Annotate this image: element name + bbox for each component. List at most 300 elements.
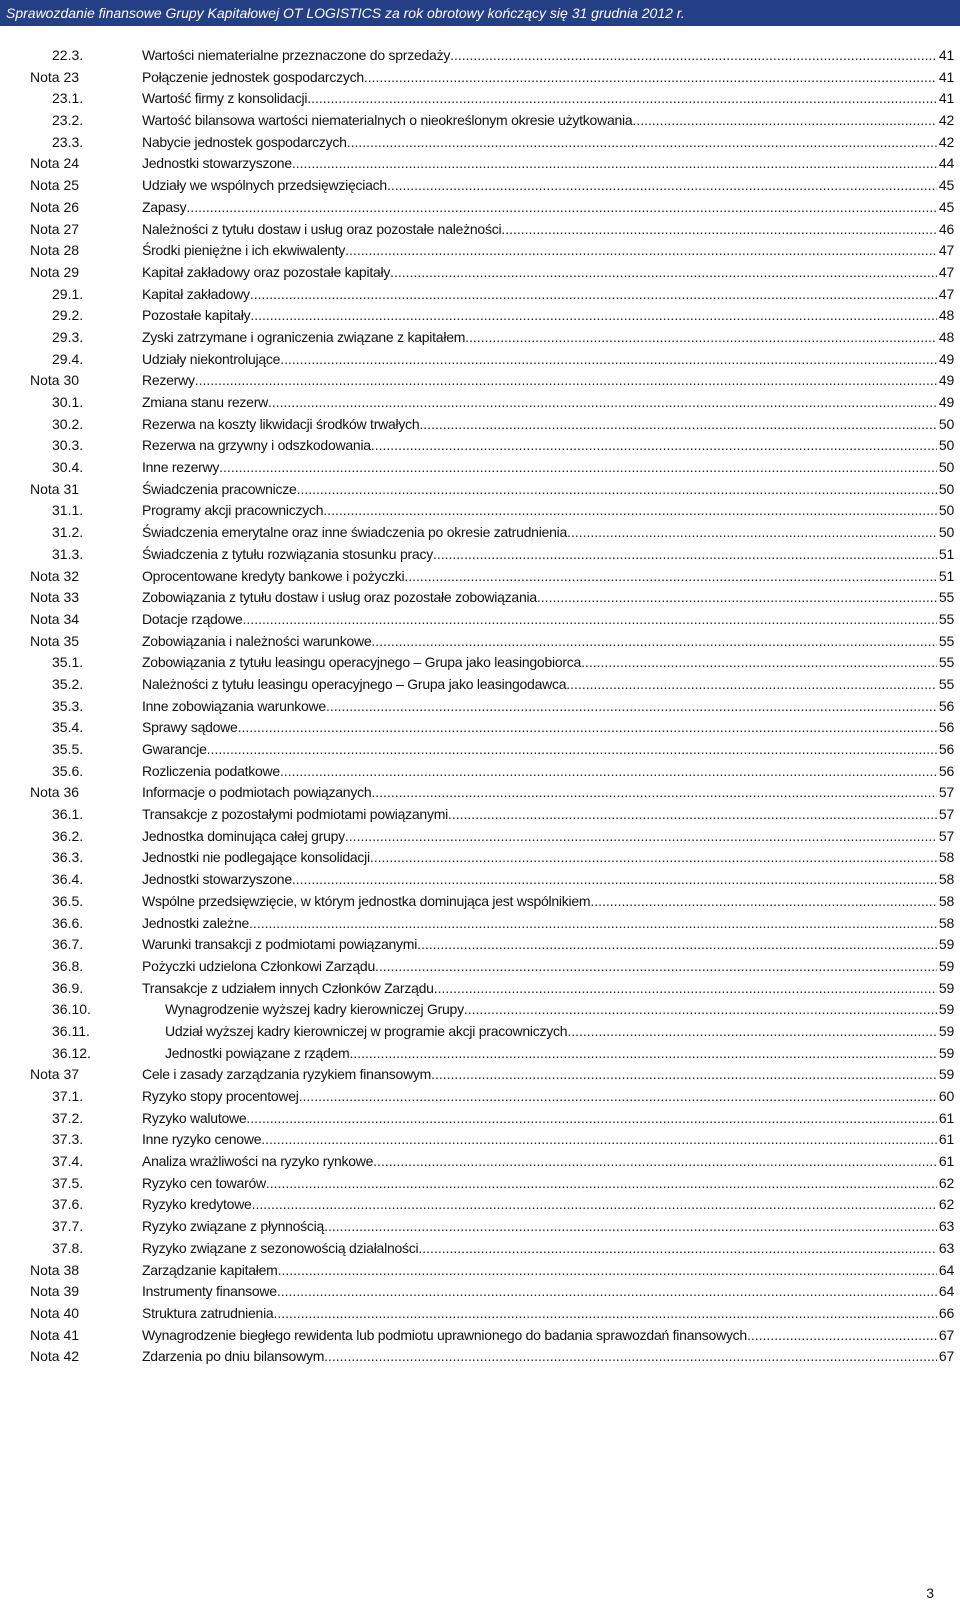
toc-entry[interactable] <box>0 479 960 501</box>
toc-entry-title: Nabycie jednostek gospodarczych <box>142 133 347 150</box>
toc-entry-number: 37.4. <box>52 1153 84 1170</box>
dot-leader <box>307 88 937 110</box>
toc-entry[interactable] <box>0 370 960 392</box>
dot-leader <box>581 652 937 674</box>
toc-entry-page: 41 <box>938 47 954 63</box>
toc-entry-page: 61 <box>938 1153 954 1170</box>
dot-leader <box>280 349 937 371</box>
dot-leader <box>292 869 937 891</box>
toc-entry-title: Wartości niematerialne przeznaczone do sprzedaży <box>142 47 451 63</box>
toc-entry-number: 31.3. <box>52 545 84 562</box>
dot-leader <box>324 1346 937 1368</box>
toc-entry-number: Nota 24 <box>30 155 80 172</box>
toc-entry-title: Ryzyko kredytowe <box>142 1196 252 1213</box>
toc-entry-page: 46 <box>938 220 954 237</box>
toc-entry-page: 50 <box>938 459 954 476</box>
toc-entry[interactable] <box>0 1173 960 1195</box>
toc-entry-number: 37.3. <box>52 1131 84 1148</box>
toc-entry-title: Należności z tytułu leasingu operacyjnego – Grupa jako leasingodawca <box>142 675 567 692</box>
toc-entry-page: 50 <box>938 415 954 432</box>
toc-entry-number: 30.3. <box>52 437 84 454</box>
toc-entry-page: 44 <box>938 155 954 172</box>
dot-leader <box>371 435 937 457</box>
toc-entry-number: 31.1. <box>52 502 84 519</box>
toc-entry-number: Nota 26 <box>30 198 80 215</box>
toc-entry-title: Wartość bilansowa wartości niematerialnych o nieokreślonym okresie użytkowania <box>142 112 633 129</box>
toc-entry-number: Nota 42 <box>30 1348 80 1365</box>
toc-entry-page: 59 <box>938 1022 954 1039</box>
toc-entry-title: Zarządzanie kapitałem <box>142 1261 278 1278</box>
dot-leader <box>266 1173 937 1195</box>
toc-entry-title: Programy akcji pracowniczych <box>142 502 324 519</box>
dot-leader <box>390 262 937 284</box>
toc-entry[interactable] <box>0 652 960 674</box>
toc-entry-page: 48 <box>938 307 954 324</box>
toc-entry-title: Dotacje rządowe <box>142 610 243 627</box>
dot-leader <box>450 45 937 67</box>
dot-leader <box>433 544 937 566</box>
toc-entry-number: 36.4. <box>52 871 84 888</box>
toc-entry-number: 31.2. <box>52 524 84 541</box>
toc-entry[interactable] <box>0 240 960 262</box>
toc-entry-number: 35.6. <box>52 762 84 779</box>
toc-entry-number: 29.2. <box>52 307 84 324</box>
dot-leader <box>387 175 937 197</box>
dot-leader <box>537 587 937 609</box>
document-header: Sprawozdanie finansowe Grupy Kapitałowej OT LOGISTICS za rok obrotowy kończący się 31 grudnia 2012 r. <box>0 0 960 26</box>
toc-entry-page: 58 <box>938 892 954 909</box>
toc-entry[interactable] <box>0 869 960 891</box>
toc-entry[interactable] <box>0 1325 960 1347</box>
toc-entry-page: 67 <box>938 1326 954 1343</box>
toc-entry[interactable] <box>0 609 960 631</box>
toc-entry-page: 50 <box>938 437 954 454</box>
toc-entry[interactable] <box>0 978 960 1000</box>
toc-entry-number: 36.2. <box>52 827 84 844</box>
toc-entry-page: 47 <box>938 242 954 259</box>
toc-entry-page: 59 <box>938 1066 954 1083</box>
page-number: 3 <box>926 1585 934 1601</box>
toc-entry-number: 35.1. <box>52 654 84 671</box>
toc-entry-title: Pozostałe kapitały <box>142 307 251 324</box>
toc-entry-page: 49 <box>938 394 954 410</box>
toc-entry-number: Nota 28 <box>30 242 80 259</box>
toc-entry-page: 58 <box>938 914 954 931</box>
dot-leader <box>371 631 937 653</box>
toc-entry-page: 55 <box>938 632 954 649</box>
toc-entry-number: 37.8. <box>52 1239 84 1256</box>
toc-entry[interactable] <box>0 1281 960 1303</box>
toc-entry-title: Jednostki nie podlegające konsolidacji <box>142 849 370 866</box>
dot-leader <box>345 826 937 848</box>
toc-entry-number: Nota 37 <box>30 1066 80 1083</box>
toc-entry-number: Nota 35 <box>30 632 80 649</box>
toc-entry[interactable] <box>0 782 960 804</box>
toc-entry-title: Jednostki stowarzyszone <box>142 871 292 888</box>
toc-entry-title: Instrumenty finansowe <box>142 1283 277 1300</box>
toc-entry-page: 64 <box>938 1261 954 1278</box>
toc-entry[interactable] <box>0 804 960 826</box>
toc-entry[interactable] <box>0 392 960 414</box>
toc-entry-title: Zobowiązania z tytułu leasingu operacyjnego – Grupa jako leasingobiorca <box>142 654 582 671</box>
dot-leader <box>419 414 937 436</box>
toc-entry-number: Nota 31 <box>30 480 80 497</box>
toc-entry-title: Oprocentowane kredyty bankowe i pożyczki <box>142 567 405 584</box>
toc-entry-title: Pożyczki udzielona Członkowi Zarządu <box>142 957 375 974</box>
dot-leader <box>261 1129 937 1151</box>
toc-entry-number: Nota 25 <box>30 177 80 194</box>
toc-entry[interactable] <box>0 1260 960 1282</box>
toc-entry-page: 49 <box>938 350 954 367</box>
toc-entry-title: Świadczenia emerytalne oraz inne świadczenia po okresie zatrudnienia <box>142 524 568 541</box>
toc-entry-page: 55 <box>938 654 954 671</box>
toc-entry-number: 35.3. <box>52 697 84 714</box>
toc-entry[interactable] <box>0 500 960 522</box>
dot-leader <box>465 327 937 349</box>
toc-entry-page: 59 <box>938 1044 954 1061</box>
dot-leader <box>323 500 937 522</box>
toc-entry-title: Udziały we wspólnych przedsięwzięciach <box>142 177 387 194</box>
toc-entry-number: Nota 41 <box>30 1326 80 1343</box>
toc-entry-number: 30.1. <box>52 394 84 410</box>
toc-entry[interactable] <box>0 913 960 935</box>
toc-entry-page: 57 <box>938 827 954 844</box>
toc-entry-title: Inne rezerwy <box>142 459 220 476</box>
dot-leader <box>292 153 937 175</box>
dot-leader <box>417 934 937 956</box>
toc-entry-page: 50 <box>938 502 954 519</box>
toc-entry[interactable] <box>0 956 960 978</box>
toc-entry-number: 37.2. <box>52 1109 84 1126</box>
toc-entry-title: Udział wyższej kadry kierowniczej w programie akcji pracowniczych <box>165 1022 568 1039</box>
toc-entry-number: Nota 40 <box>30 1304 80 1321</box>
toc-entry-page: 59 <box>938 936 954 953</box>
toc-entry-number: Nota 23 <box>30 68 80 85</box>
toc-entry-number: 36.6. <box>52 914 84 931</box>
toc-entry-page: 57 <box>938 806 954 823</box>
toc-entry[interactable] <box>0 1216 960 1238</box>
dot-leader <box>277 1281 937 1303</box>
toc-entry[interactable] <box>0 717 960 739</box>
dot-leader <box>324 1216 937 1238</box>
dot-leader <box>297 479 937 501</box>
toc-entry-page: 63 <box>938 1239 954 1256</box>
toc-entry-number: 30.2. <box>52 415 84 432</box>
toc-entry-page: 41 <box>938 90 954 107</box>
toc-entry-title: Transakcje z pozostałymi podmiotami powiązanymi <box>142 806 448 823</box>
toc-entry-number: 29.1. <box>52 285 84 302</box>
toc-entry-title: Świadczenia z tytułu rozwiązania stosunku pracy <box>142 545 433 562</box>
dot-leader <box>238 717 937 739</box>
toc-entry[interactable] <box>0 934 960 956</box>
toc-entry-number: 35.5. <box>52 741 84 757</box>
toc-entry[interactable] <box>0 761 960 783</box>
toc-entry-number: 37.7. <box>52 1218 84 1235</box>
toc-entry-page: 59 <box>938 1001 954 1018</box>
toc-entry-number: 35.2. <box>52 675 84 692</box>
toc-entry-title: Rezerwa na koszty likwidacji środków trwałych <box>142 415 420 432</box>
toc-entry[interactable] <box>0 175 960 197</box>
dot-leader <box>373 1151 937 1173</box>
toc-entry[interactable] <box>0 349 960 371</box>
toc-entry[interactable] <box>0 826 960 848</box>
toc-entry[interactable] <box>0 847 960 869</box>
dot-leader <box>448 804 937 826</box>
toc-entry-title: Transakcje z udziałem innych Członków Zarządu <box>142 979 434 996</box>
dot-leader <box>268 392 937 414</box>
toc-entry[interactable] <box>0 1064 960 1086</box>
toc-entry[interactable] <box>0 522 960 544</box>
toc-entry-page: 66 <box>938 1304 954 1321</box>
toc-entry-number: 36.7. <box>52 936 84 953</box>
toc-entry[interactable] <box>0 132 960 154</box>
toc-entry-title: Zyski zatrzymane i ograniczenia związane z kapitałem <box>142 328 466 345</box>
dot-leader <box>418 1238 937 1260</box>
toc-entry-title: Struktura zatrudnienia <box>142 1304 274 1321</box>
toc-entry-page: 55 <box>938 610 954 627</box>
dot-leader <box>249 913 937 935</box>
toc-entry-title: Udziały niekontrolujące <box>142 350 281 367</box>
toc-entry-title: Wynagrodzenie biegłego rewidenta lub podmiotu uprawnionego do badania sprawozdań finansowych <box>142 1326 747 1343</box>
toc-entry-number: 23.3. <box>52 133 84 150</box>
toc-entry-number: 36.3. <box>52 849 84 866</box>
toc-entry-title: Kapitał zakładowy <box>142 285 250 302</box>
toc-entry-page: 51 <box>938 567 954 584</box>
dot-leader <box>464 999 937 1021</box>
toc-entry-number: Nota 34 <box>30 610 80 627</box>
dot-leader <box>299 1086 937 1108</box>
toc-entry[interactable] <box>0 110 960 132</box>
toc-entry-page: 47 <box>938 263 954 280</box>
toc-entry[interactable] <box>0 674 960 696</box>
toc-entry-number: Nota 33 <box>30 589 80 606</box>
toc-entry-page: 56 <box>938 762 954 779</box>
toc-entry-page: 60 <box>938 1088 954 1104</box>
toc-entry[interactable] <box>0 566 960 588</box>
toc-entry[interactable] <box>0 327 960 349</box>
toc-entry-title: Rezerwa na grzywny i odszkodowania <box>142 437 371 454</box>
toc-entry-page: 50 <box>938 480 954 497</box>
toc-entry-page: 45 <box>938 177 954 194</box>
toc-entry-number: Nota 36 <box>30 784 80 801</box>
toc-entry-title: Cele i zasady zarządzania ryzykiem finansowym <box>142 1066 432 1083</box>
toc-entry-title: Zapasy <box>142 198 187 215</box>
toc-entry-number: 37.5. <box>52 1174 84 1191</box>
toc-entry-title: Informacje o podmiotach powiązanych <box>142 784 372 801</box>
toc-entry-page: 51 <box>938 545 954 562</box>
toc-entry-page: 50 <box>938 524 954 541</box>
toc-entry-number: 36.12. <box>52 1044 91 1061</box>
dot-leader <box>326 696 937 718</box>
toc-entry-page: 41 <box>938 68 954 85</box>
toc-entry-page: 49 <box>938 372 954 389</box>
toc-entry-number: 29.4. <box>52 350 84 367</box>
toc-entry-title: Połączenie jednostek gospodarczych <box>142 68 364 85</box>
toc-entry-page: 62 <box>938 1174 954 1191</box>
toc-entry-title: Ryzyko cen towarów <box>142 1174 266 1191</box>
toc-entry-number: Nota 27 <box>30 220 80 237</box>
toc-entry[interactable] <box>0 305 960 327</box>
toc-entry-title: Ryzyko stopy procentowej <box>142 1088 299 1104</box>
toc-entry-number: 30.4. <box>52 459 84 476</box>
dot-leader <box>243 609 937 631</box>
toc-entry-number: Nota 30 <box>30 372 80 389</box>
dot-leader <box>747 1325 937 1347</box>
toc-entry[interactable] <box>0 435 960 457</box>
toc-entry-number: 22.3. <box>52 47 84 63</box>
toc-entry[interactable] <box>0 631 960 653</box>
dot-leader <box>250 305 937 327</box>
toc-entry-number: 36.8. <box>52 957 84 974</box>
toc-entry-title: Ryzyko walutowe <box>142 1109 247 1126</box>
toc-entry-page: 57 <box>938 784 954 801</box>
toc-entry-title: Ryzyko związane z płynnością <box>142 1218 325 1235</box>
dot-leader <box>252 1194 937 1216</box>
toc-entry-page: 47 <box>938 285 954 302</box>
dot-leader <box>246 1108 937 1130</box>
toc-entry-title: Gwarancje <box>142 741 207 757</box>
toc-entry[interactable] <box>0 67 960 89</box>
toc-entry[interactable] <box>0 414 960 436</box>
toc-entry-number: 36.1. <box>52 806 84 823</box>
dot-leader <box>186 197 937 219</box>
toc-entry-page: 58 <box>938 849 954 866</box>
toc-entry[interactable] <box>0 696 960 718</box>
toc-entry-title: Analiza wrażliwości na ryzyko rynkowe <box>142 1153 374 1170</box>
toc-entry-title: Zobowiązania z tytułu dostaw i usług oraz pozostałe zobowiązania <box>142 589 537 606</box>
toc-entry-page: 56 <box>938 719 954 736</box>
toc-entry[interactable] <box>0 457 960 479</box>
toc-entry[interactable] <box>0 739 960 761</box>
toc-entry-title: Wartość firmy z konsolidacji <box>142 90 308 107</box>
toc-entry[interactable] <box>0 1129 960 1151</box>
toc-entry-title: Rozliczenia podatkowe <box>142 762 280 779</box>
toc-entry-number: 37.6. <box>52 1196 84 1213</box>
dot-leader <box>278 1260 937 1282</box>
toc-entry[interactable] <box>0 197 960 219</box>
toc-entry-page: 56 <box>938 697 954 714</box>
toc-entry-page: 64 <box>938 1283 954 1300</box>
toc-entry[interactable] <box>0 1346 960 1368</box>
toc-entry-number: 37.1. <box>52 1088 84 1104</box>
toc-entry[interactable] <box>0 284 960 306</box>
toc-entry[interactable] <box>0 219 960 241</box>
toc-entry-title: Inne ryzyko cenowe <box>142 1131 262 1148</box>
toc-entry-page: 56 <box>938 741 954 757</box>
toc-entry[interactable] <box>0 1086 960 1108</box>
toc-entry[interactable] <box>0 891 960 913</box>
dot-leader <box>501 219 937 241</box>
toc-entry-page: 59 <box>938 979 954 996</box>
toc-entry-page: 42 <box>938 133 954 150</box>
toc-entry-number: 36.9. <box>52 979 84 996</box>
toc-entry-page: 55 <box>938 589 954 606</box>
toc-entry-page: 63 <box>938 1218 954 1235</box>
dot-leader <box>195 370 937 392</box>
toc-entry-number: 23.1. <box>52 90 84 107</box>
toc-entry-title: Należności z tytułu dostaw i usług oraz pozostałe należności <box>142 220 502 237</box>
toc-entry[interactable] <box>0 262 960 284</box>
dot-leader <box>590 891 937 913</box>
dot-leader <box>632 110 937 132</box>
dot-leader <box>566 674 937 696</box>
toc-entry-title: Wynagrodzenie wyższej kadry kierowniczej Grupy <box>165 1001 464 1018</box>
toc-entry-page: 61 <box>938 1109 954 1126</box>
toc-entry[interactable] <box>0 1303 960 1325</box>
toc-entry-number: Nota 29 <box>30 263 80 280</box>
toc-entry-title: Jednostki powiązane z rządem <box>165 1044 350 1061</box>
toc-entry[interactable] <box>0 587 960 609</box>
toc-entry-title: Warunki transakcji z podmiotami powiązanymi <box>142 936 418 953</box>
toc-entry-title: Kapitał zakładowy oraz pozostałe kapitały <box>142 263 391 280</box>
toc-entry-title: Zdarzenia po dniu bilansowym <box>142 1348 325 1365</box>
toc-entry-number: 29.3. <box>52 328 84 345</box>
toc-entry-page: 45 <box>938 198 954 215</box>
toc-entry-title: Inne zobowiązania warunkowe <box>142 697 326 714</box>
toc-entry-page: 61 <box>938 1131 954 1148</box>
toc-entry-title: Świadczenia pracownicze <box>142 480 297 497</box>
dot-leader <box>404 566 937 588</box>
toc-entry-page: 58 <box>938 871 954 888</box>
dot-leader <box>375 956 937 978</box>
toc-entry-number: Nota 39 <box>30 1283 80 1300</box>
toc-entry-page: 42 <box>938 112 954 129</box>
toc-entry-page: 48 <box>938 328 954 345</box>
toc-entry-title: Wspólne przedsięwzięcie, w którym jednostka dominująca jest wspólnikiem <box>142 892 591 909</box>
toc-entry-number: 36.10. <box>52 1001 91 1018</box>
toc-entry-title: Jednostki stowarzyszone <box>142 155 292 172</box>
toc-entry[interactable] <box>0 45 960 67</box>
toc-entry-title: Zobowiązania i należności warunkowe <box>142 632 372 649</box>
dot-leader <box>207 739 937 761</box>
toc-entry[interactable] <box>0 544 960 566</box>
dot-leader <box>364 67 937 89</box>
toc-entry-number: 36.5. <box>52 892 84 909</box>
dot-leader <box>219 457 937 479</box>
toc-entry-page: 59 <box>938 957 954 974</box>
toc-entry-page: 67 <box>938 1348 954 1365</box>
toc-entry-title: Rezerwy <box>142 372 195 389</box>
toc-entry-number: 23.2. <box>52 112 84 129</box>
table-of-contents <box>0 45 960 1368</box>
toc-entry[interactable] <box>0 1151 960 1173</box>
toc-entry-title: Jednostka dominująca całej grupy <box>142 827 345 844</box>
dot-leader <box>370 847 937 869</box>
toc-entry-title: Ryzyko związane z sezonowością działalności <box>142 1239 419 1256</box>
toc-entry[interactable] <box>0 153 960 175</box>
toc-entry-title: Środki pieniężne i ich ekwiwalenty <box>142 242 346 259</box>
dot-leader <box>567 522 937 544</box>
toc-entry[interactable] <box>0 1021 960 1043</box>
toc-entry[interactable] <box>0 1043 960 1065</box>
dot-leader <box>434 978 937 1000</box>
toc-entry-page: 62 <box>938 1196 954 1213</box>
dot-leader <box>250 284 937 306</box>
dot-leader <box>280 761 937 783</box>
dot-leader <box>567 1021 937 1043</box>
toc-entry[interactable] <box>0 1194 960 1216</box>
dot-leader <box>347 132 937 154</box>
toc-entry-number: Nota 32 <box>30 567 80 584</box>
toc-entry-number: 36.11. <box>52 1022 90 1039</box>
toc-entry[interactable] <box>0 999 960 1021</box>
toc-entry[interactable] <box>0 1238 960 1260</box>
dot-leader <box>431 1064 937 1086</box>
toc-entry-title: Sprawy sądowe <box>142 719 238 736</box>
toc-entry-page: 55 <box>938 675 954 692</box>
toc-entry[interactable] <box>0 1108 960 1130</box>
toc-entry[interactable] <box>0 88 960 110</box>
